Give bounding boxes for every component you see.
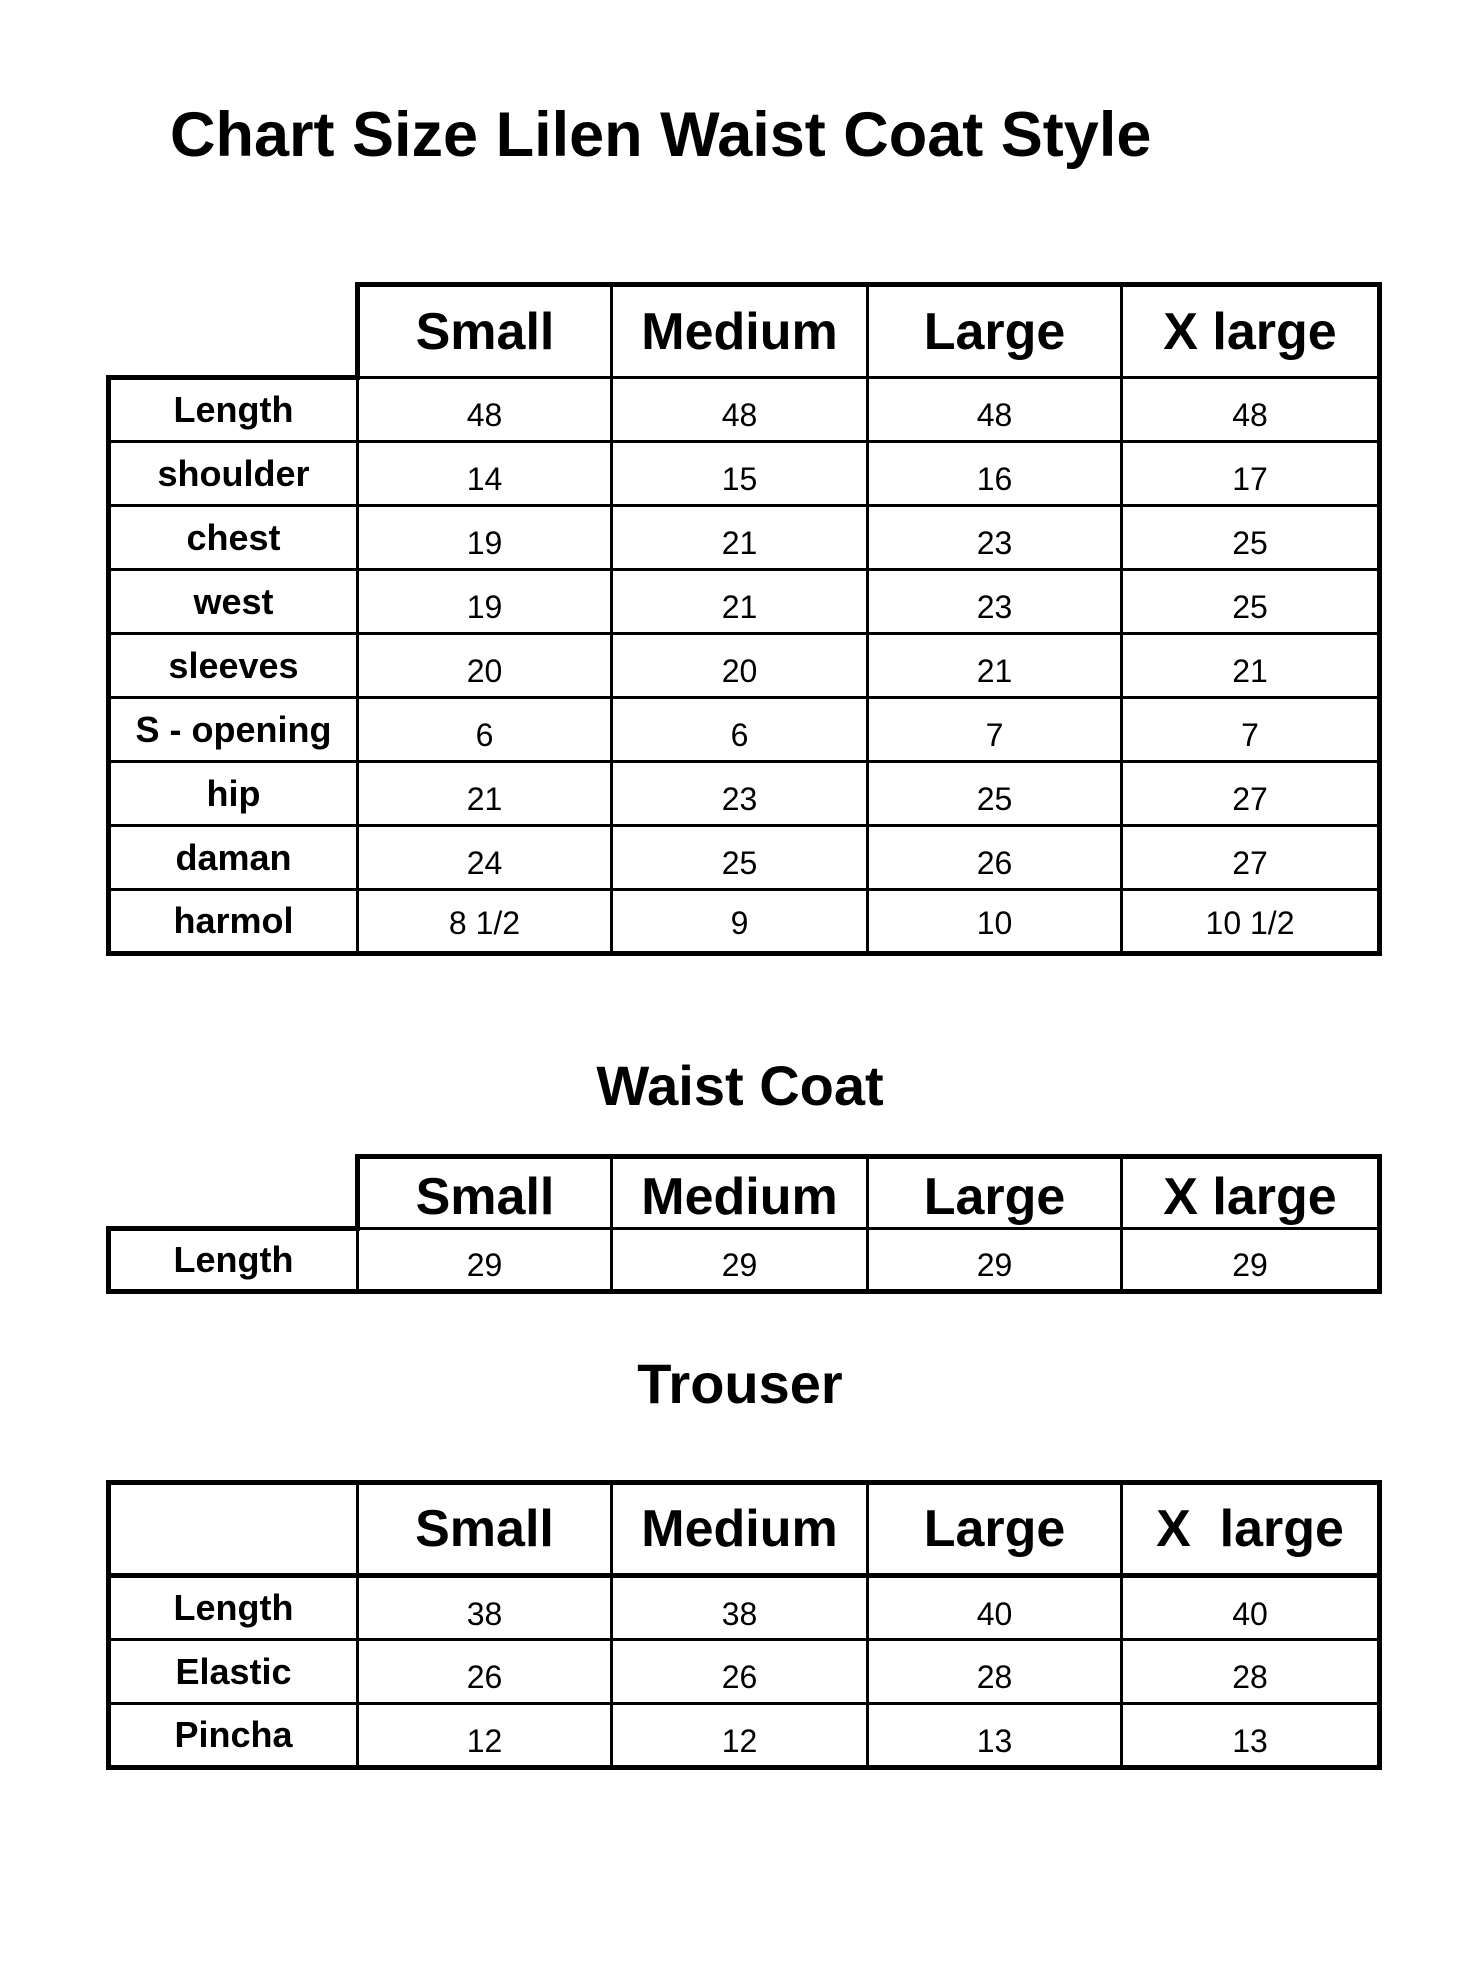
row-label: Elastic — [109, 1640, 358, 1704]
table-cell: 21 — [358, 762, 612, 826]
table-row — [109, 1229, 1380, 1292]
row-label: Length — [109, 378, 358, 442]
table-row — [109, 570, 1380, 634]
row-label: S - opening — [109, 698, 358, 762]
table-cell: 23 — [868, 570, 1122, 634]
table-cell: 24 — [358, 826, 612, 890]
table-cell: 13 — [1122, 1704, 1380, 1768]
table-cell: 38 — [612, 1576, 868, 1640]
row-label: daman — [109, 826, 358, 890]
table-cell: 29 — [868, 1229, 1122, 1292]
size-header-x-large: X large — [1122, 1483, 1380, 1576]
table-row — [109, 762, 1380, 826]
table-cell: 10 — [868, 890, 1122, 954]
table-cell: 14 — [358, 442, 612, 506]
table-cell: 40 — [868, 1576, 1122, 1640]
table-cell: 28 — [868, 1640, 1122, 1704]
row-label: Length — [109, 1229, 358, 1292]
table-row — [109, 1576, 1380, 1640]
table-row — [109, 378, 1380, 442]
table-cell: 23 — [868, 506, 1122, 570]
size-header-x-large: X large — [1122, 1157, 1380, 1229]
table-cell: 7 — [868, 698, 1122, 762]
row-label: Pincha — [109, 1704, 358, 1768]
table-row — [109, 506, 1380, 570]
table-cell: 13 — [868, 1704, 1122, 1768]
table-cell: 15 — [612, 442, 868, 506]
table-cell: 19 — [358, 506, 612, 570]
size-header-large: Large — [868, 1157, 1122, 1229]
row-label: sleeves — [109, 634, 358, 698]
table-row — [109, 1640, 1380, 1704]
table-cell: 25 — [612, 826, 868, 890]
table-cell: 9 — [612, 890, 868, 954]
table-row — [109, 826, 1380, 890]
table-cell: 26 — [868, 826, 1122, 890]
table-cell: 21 — [868, 634, 1122, 698]
table-row — [109, 634, 1380, 698]
page-title: Chart Size Lilen Waist Coat Style — [170, 100, 1152, 170]
table-cell: 48 — [358, 378, 612, 442]
size-header-medium: Medium — [612, 1483, 868, 1576]
trouser-title: Trouser — [637, 1352, 843, 1415]
waist-coat-table — [106, 1154, 1382, 1294]
table-corner — [109, 1483, 358, 1576]
table-cell: 6 — [358, 698, 612, 762]
table-cell: 20 — [612, 634, 868, 698]
table-cell: 27 — [1122, 826, 1380, 890]
table-cell: 25 — [868, 762, 1122, 826]
table-cell: 17 — [1122, 442, 1380, 506]
table-cell: 8 1/2 — [358, 890, 612, 954]
table-cell: 48 — [868, 378, 1122, 442]
row-label: west — [109, 570, 358, 634]
row-label: harmol — [109, 890, 358, 954]
table-row — [109, 1704, 1380, 1768]
table-cell: 26 — [612, 1640, 868, 1704]
table-cell: 48 — [612, 378, 868, 442]
size-header-x-large: X large — [1122, 285, 1380, 378]
table-cell: 21 — [612, 506, 868, 570]
table-corner — [109, 1157, 358, 1229]
waist-coat-title: Waist Coat — [596, 1054, 884, 1117]
table-header-row — [109, 285, 1380, 378]
table-cell: 26 — [358, 1640, 612, 1704]
row-label: shoulder — [109, 442, 358, 506]
table-cell: 23 — [612, 762, 868, 826]
size-header-small: Small — [358, 1483, 612, 1576]
table-cell: 21 — [612, 570, 868, 634]
table-cell: 28 — [1122, 1640, 1380, 1704]
row-label: Length — [109, 1576, 358, 1640]
row-label: hip — [109, 762, 358, 826]
table-cell: 7 — [1122, 698, 1380, 762]
size-header-medium: Medium — [612, 1157, 868, 1229]
table-header-row — [109, 1483, 1380, 1576]
table-header-row — [109, 1157, 1380, 1229]
table-row — [109, 442, 1380, 506]
table-row — [109, 890, 1380, 954]
table-cell: 27 — [1122, 762, 1380, 826]
table-cell: 10 1/2 — [1122, 890, 1380, 954]
table-cell: 25 — [1122, 506, 1380, 570]
size-header-small: Small — [358, 1157, 612, 1229]
size-header-large: Large — [868, 1483, 1122, 1576]
row-label: chest — [109, 506, 358, 570]
trouser-table — [106, 1480, 1382, 1770]
table-cell: 20 — [358, 634, 612, 698]
table-cell: 12 — [358, 1704, 612, 1768]
table-cell: 29 — [612, 1229, 868, 1292]
table-cell: 19 — [358, 570, 612, 634]
table-corner — [109, 285, 358, 378]
table-cell: 6 — [612, 698, 868, 762]
size-header-small: Small — [358, 285, 612, 378]
table-cell: 16 — [868, 442, 1122, 506]
table-cell: 12 — [612, 1704, 868, 1768]
size-header-large: Large — [868, 285, 1122, 378]
table-cell: 40 — [1122, 1576, 1380, 1640]
table-cell: 29 — [358, 1229, 612, 1292]
table-row — [109, 698, 1380, 762]
table-cell: 21 — [1122, 634, 1380, 698]
coat-size-table — [106, 282, 1382, 956]
table-cell: 25 — [1122, 570, 1380, 634]
size-header-medium: Medium — [612, 285, 868, 378]
table-cell: 38 — [358, 1576, 612, 1640]
table-cell: 48 — [1122, 378, 1380, 442]
table-cell: 29 — [1122, 1229, 1380, 1292]
